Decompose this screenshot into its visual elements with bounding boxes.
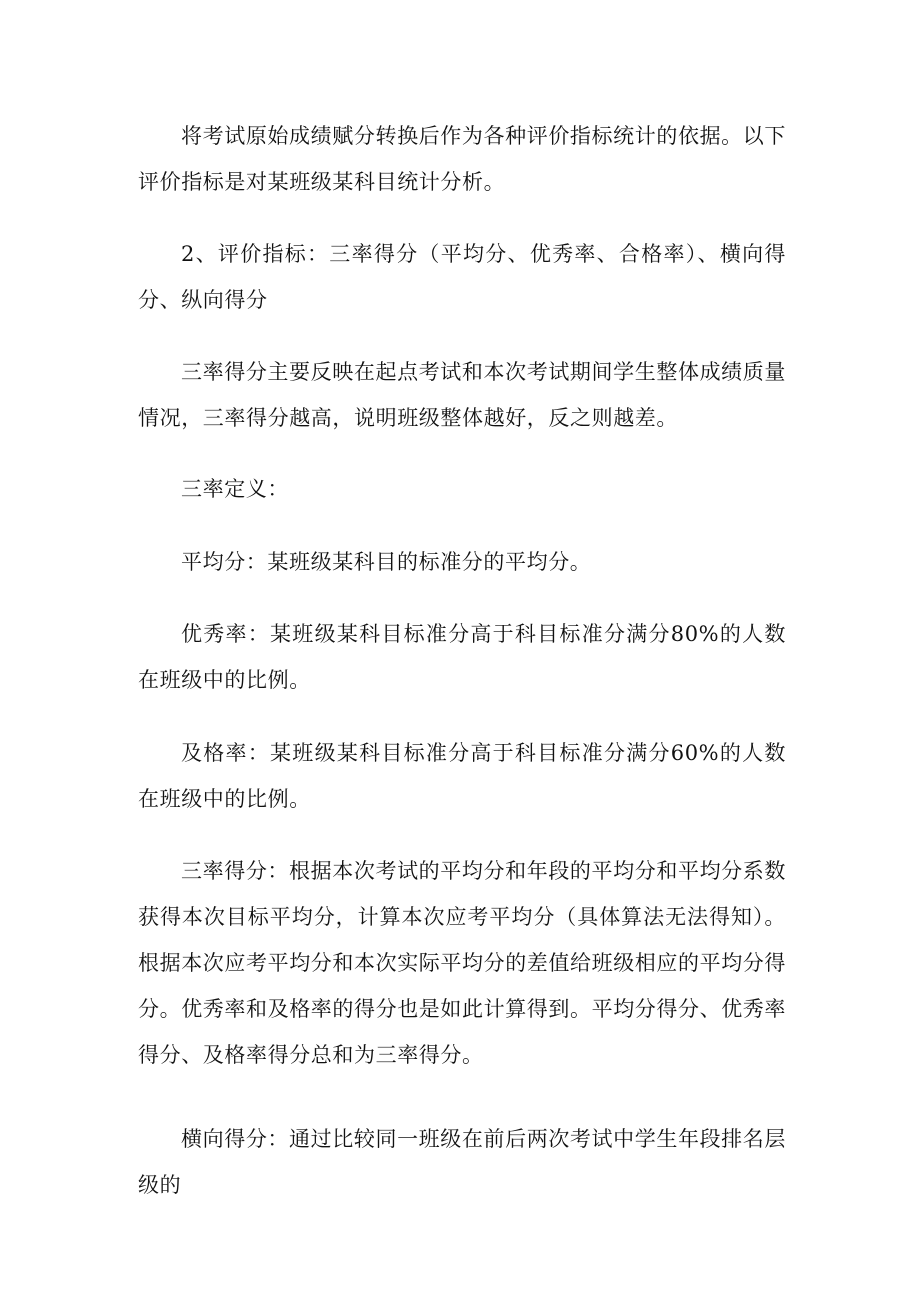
paragraph-excellent-rate: 优秀率：某班级某科目标准分高于科目标准分满分80%的人数在班级中的比例。: [138, 622, 786, 692]
paragraph-three-rate-summary: 三率得分主要反映在起点考试和本次考试期间学生整体成绩质量情况，三率得分越高，说明班级整体越好，反之则越差。: [138, 360, 786, 430]
paragraph-three-rate-score: 三率得分：根据本次考试的平均分和年段的平均分和平均分系数获得本次目标平均分，计算本次应考平均分（具体算法无法得知）。根据本次应考平均分和本次实际平均分的差值给班级相应的平均分得分。优秀率和及格率的得分也是如此计算得到。平均分得分、优秀率得分、及格率得分总和为三率得分。: [138, 859, 786, 1067]
paragraph-evaluation-indicators: 2、评价指标：三率得分（平均分、优秀率、合格率）、横向得分、纵向得分: [138, 242, 786, 312]
paragraph-score-conversion: 将考试原始成绩赋分转换后作为各种评价指标统计的依据。以下评价指标是对某班级某科目统计分析。: [138, 124, 786, 194]
paragraph-average-score: 平均分：某班级某科目的标准分的平均分。: [181, 550, 592, 574]
paragraph-horizontal-score: 横向得分：通过比较同一班级在前后两次考试中学生年段排名层级的: [138, 1127, 786, 1197]
paragraph-pass-rate: 及格率：某班级某科目标准分高于科目标准分满分60%的人数在班级中的比例。: [138, 741, 786, 811]
paragraph-three-rate-definition: 三率定义：: [181, 477, 289, 501]
